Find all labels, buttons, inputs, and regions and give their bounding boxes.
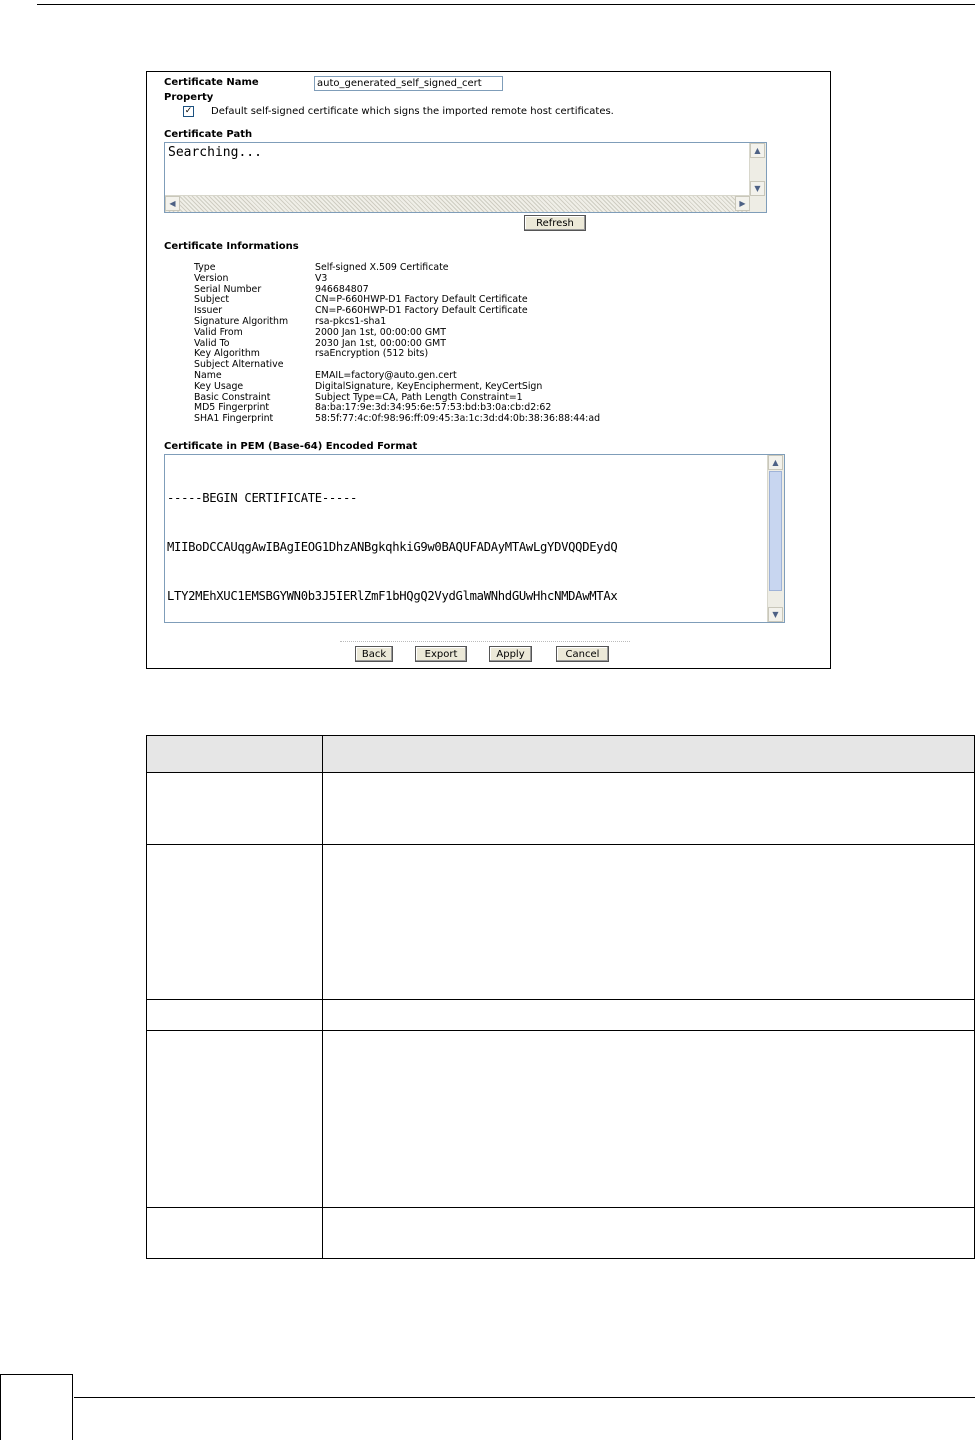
info-value: rsaEncryption (512 bits): [315, 348, 429, 360]
info-key: Key Algorithm: [194, 348, 260, 360]
default-self-signed-text: Default self-signed certificate which signs the imported remote host certificates.: [211, 106, 614, 117]
table-row: [147, 1208, 975, 1259]
info-key: Subject Alternative: [194, 359, 284, 371]
pem-format-label: Certificate in PEM (Base-64) Encoded Format: [164, 441, 418, 452]
table-row: [147, 845, 975, 1000]
scroll-up-icon[interactable]: ▲: [768, 455, 783, 470]
info-key: Version: [194, 272, 229, 284]
cert-info-keys: [194, 263, 288, 425]
info-value: 2030 Jan 1st, 00:00:00 GMT: [315, 337, 446, 349]
path-vertical-scrollbar[interactable]: [749, 143, 766, 196]
certificate-informations-label: Certificate Informations: [164, 241, 299, 252]
info-value: DigitalSignature, KeyEncipherment, KeyCertSign: [315, 380, 543, 392]
default-self-signed-checkbox[interactable]: [183, 106, 194, 117]
info-key: MD5 Fingerprint: [194, 402, 270, 414]
info-value: CN=P-660HWP-D1 Factory Default Certificate: [315, 305, 528, 317]
info-key: SHA1 Fingerprint: [194, 413, 274, 425]
info-key: Serial Number: [194, 283, 262, 295]
scroll-thumb[interactable]: [769, 471, 782, 591]
info-key: Signature Algorithm: [194, 315, 289, 327]
path-horizontal-scrollbar[interactable]: [165, 195, 750, 212]
pem-line: -----BEGIN CERTIFICATE-----: [167, 490, 358, 505]
table-cell: [147, 773, 323, 845]
table-header-cell: [147, 736, 323, 773]
info-value: V3: [315, 272, 328, 284]
info-value: Subject Type=CA, Path Length Constraint=1: [315, 391, 523, 403]
scroll-left-icon[interactable]: ◀: [165, 196, 180, 211]
apply-button[interactable]: Apply: [489, 646, 532, 662]
info-key: Basic Constraint: [194, 391, 271, 403]
info-key: Issuer: [194, 305, 223, 317]
info-key: Valid To: [194, 337, 230, 349]
info-key: Key Usage: [194, 380, 244, 392]
table-cell: [147, 845, 323, 1000]
scrollbar-corner: [750, 196, 766, 212]
export-button[interactable]: Export: [415, 646, 467, 662]
pem-line: LTY2MEhXUC1EMSBGYWN0b3J5IERlZmF1bHQgQ2VydGlmaWNhdGUwHhcNMDAwMTAx: [167, 589, 618, 604]
info-value: EMAIL=factory@auto.gen.cert: [315, 369, 457, 381]
info-value: rsa-pkcs1-sha1: [315, 315, 387, 327]
certificate-details-screen: [146, 71, 831, 669]
property-label: Property: [164, 92, 214, 103]
footer-rule: [74, 1397, 975, 1398]
info-value: 58:5f:77:4c:0f:98:96:ff:09:45:3a:1c:3d:d4:0b:38:36:88:44:ad: [315, 413, 601, 425]
page-number-box: [0, 1374, 73, 1440]
table-cell: [323, 845, 975, 1000]
table-cell: [323, 1031, 975, 1208]
info-key: Valid From: [194, 326, 243, 338]
info-value: CN=P-660HWP-D1 Factory Default Certificate: [315, 294, 528, 306]
table-cell: [147, 1000, 323, 1031]
certificate-path-box[interactable]: [164, 142, 767, 213]
certificate-path-text: Searching...: [168, 145, 262, 160]
scroll-down-icon[interactable]: ▼: [768, 607, 783, 622]
check-icon: ✓: [184, 106, 193, 116]
info-key: Name: [194, 369, 222, 381]
info-value: Self-signed X.509 Certificate: [315, 262, 449, 273]
cancel-button[interactable]: Cancel: [556, 646, 609, 662]
scroll-down-icon[interactable]: ▼: [750, 181, 765, 196]
cert-info-values: [315, 263, 600, 425]
button-divider: [340, 641, 630, 642]
scroll-up-icon[interactable]: ▲: [750, 143, 765, 158]
refresh-button[interactable]: Refresh: [524, 215, 586, 231]
table-cell: [323, 773, 975, 845]
info-key: Type: [194, 262, 216, 273]
info-value: 946684807: [315, 283, 369, 295]
pem-line: MIIBoDCCAUqgAwIBAgIEOG1DhzANBgkqhkiG9w0BAQUFADAyMTAwLgYDVQQDEydQ: [167, 540, 618, 555]
certificate-name-input[interactable]: auto_generated_self_signed_cert: [314, 76, 503, 91]
pem-textarea[interactable]: [164, 454, 785, 623]
table-cell: [147, 1031, 323, 1208]
table-row: [147, 773, 975, 845]
info-key: Subject: [194, 294, 230, 306]
table-row: [147, 1000, 975, 1031]
certificate-path-label: Certificate Path: [164, 129, 253, 140]
table-header-row: [147, 736, 975, 773]
table-header-cell: [323, 736, 975, 773]
certificate-name-label: Certificate Name: [164, 77, 259, 88]
pem-text: [167, 457, 617, 623]
scroll-right-icon[interactable]: ▶: [735, 196, 750, 211]
pem-vertical-scrollbar[interactable]: [767, 455, 784, 622]
field-description-table: [146, 735, 975, 1259]
table-cell: [323, 1000, 975, 1031]
info-value: 2000 Jan 1st, 00:00:00 GMT: [315, 326, 446, 338]
table-row: [147, 1031, 975, 1208]
table-cell: [323, 1208, 975, 1259]
header-rule: [37, 4, 975, 5]
info-value: 8a:ba:17:9e:3d:34:95:6e:57:53:bd:b3:0a:cb:d2:62: [315, 402, 552, 414]
back-button[interactable]: Back: [355, 646, 393, 662]
table-cell: [147, 1208, 323, 1259]
